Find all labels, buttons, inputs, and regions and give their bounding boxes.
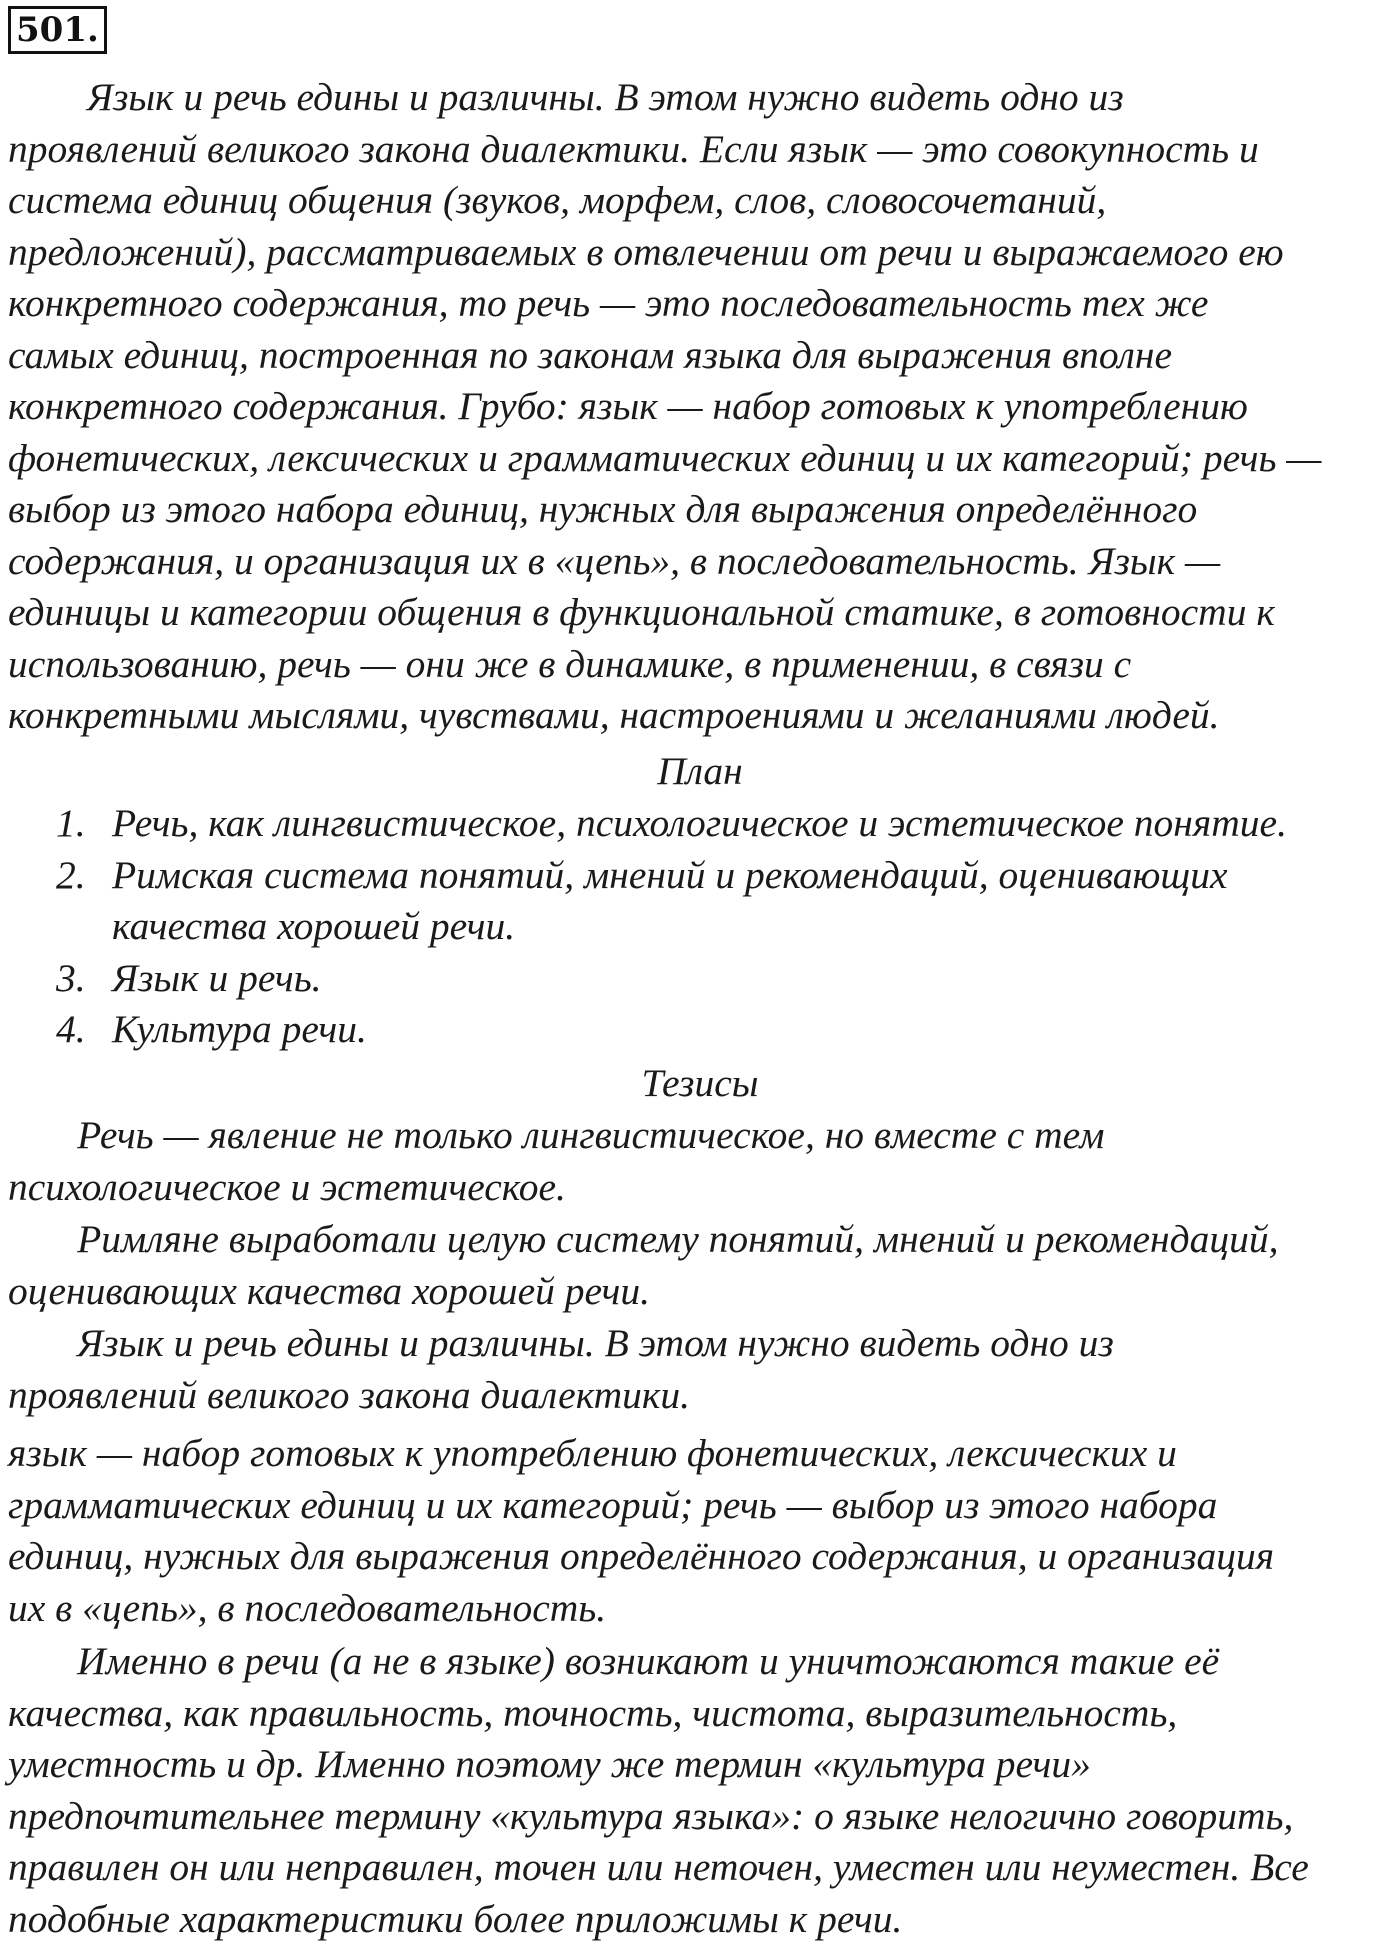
list-item bbox=[56, 953, 1287, 1005]
list-item-text: Язык и речь. bbox=[112, 955, 322, 1000]
thesis-paragraph-2: Римляне выработали целую систему понятий, мнений и рекомендаций, оценивающих качества хорошей речи. bbox=[8, 1217, 1279, 1313]
list-item-text: Римская система понятий, мнений и рекомендаций, оценивающих качества хорошей речи. bbox=[112, 852, 1228, 948]
theses-heading: Тезисы bbox=[641, 1061, 759, 1105]
plan-list bbox=[56, 798, 1287, 1056]
main-paragraph: Язык и речь едины и различны. В этом нужно видеть одно из проявлений великого закона диалектики. Если язык — это совокупность и система единиц общения (звуков, морфем, слов, словосочетаний, предложений), рассматриваемых в отвлечении от речи и выражаемого ею конкретного содержания, то речь — это последовательность тех же самых единиц, построенная по законам языка для выражения вполне конкретного содержания. Грубо: язык — набор готовых к употреблению фонетических, лексических и грамматических единиц и их категорий; речь — выбор из этого набора единиц, нужных для выражения определённого содержания, и организация их в «цепь», в последовательность. Язык — единицы и категории общения в функциональной статике, в готовности к использованию, речь — они же в динамике, в применении, в связи с конкретными мыслями, чувствами, настроениями и желаниями людей. bbox=[8, 75, 1322, 737]
list-item-text: Речь, как лингвистическое, психологическое и эстетическое понятие. bbox=[112, 801, 1287, 845]
thesis-paragraph-4: язык — набор готовых к употреблению фонетических, лексических и грамматических единиц и их категорий; речь — выбор из этого набора единиц, нужных для выражения определённого содержания, и организация их в «цепь», в последовательность. bbox=[8, 1431, 1275, 1630]
list-item-number: 2. bbox=[56, 852, 86, 897]
plan-heading: План bbox=[657, 749, 743, 793]
list-item-text: Культура речи. bbox=[112, 1007, 367, 1051]
list-item-number: 1. bbox=[56, 801, 86, 845]
list-item bbox=[56, 798, 1287, 850]
task-number-box: 501. bbox=[8, 6, 107, 54]
list-item-number: 4. bbox=[56, 1007, 86, 1051]
thesis-paragraph-3: Язык и речь едины и различны. В этом нужно видеть одно из проявлений великого закона диалектики. bbox=[8, 1321, 1114, 1417]
list-item-number: 3. bbox=[56, 955, 86, 1000]
list-item bbox=[56, 1004, 1287, 1056]
thesis-paragraph-5: Именно в речи (а не в языке) возникают и уничтожаются такие её качества, как правильность, точность, чистота, выразительность, уместность и др. Именно поэтому же термин «культура речи» предпочтительнее термину «культура языка»: о языке нелогично говорить, правилен он или неправилен, точен или неточен, уместен или неуместен. Все подобные характеристики более приложимы к речи. bbox=[8, 1639, 1309, 1941]
list-item bbox=[56, 850, 1287, 953]
thesis-paragraph-1: Речь — явление не только лингвистическое, но вместе с тем психологическое и эстетическое. bbox=[8, 1113, 1105, 1209]
